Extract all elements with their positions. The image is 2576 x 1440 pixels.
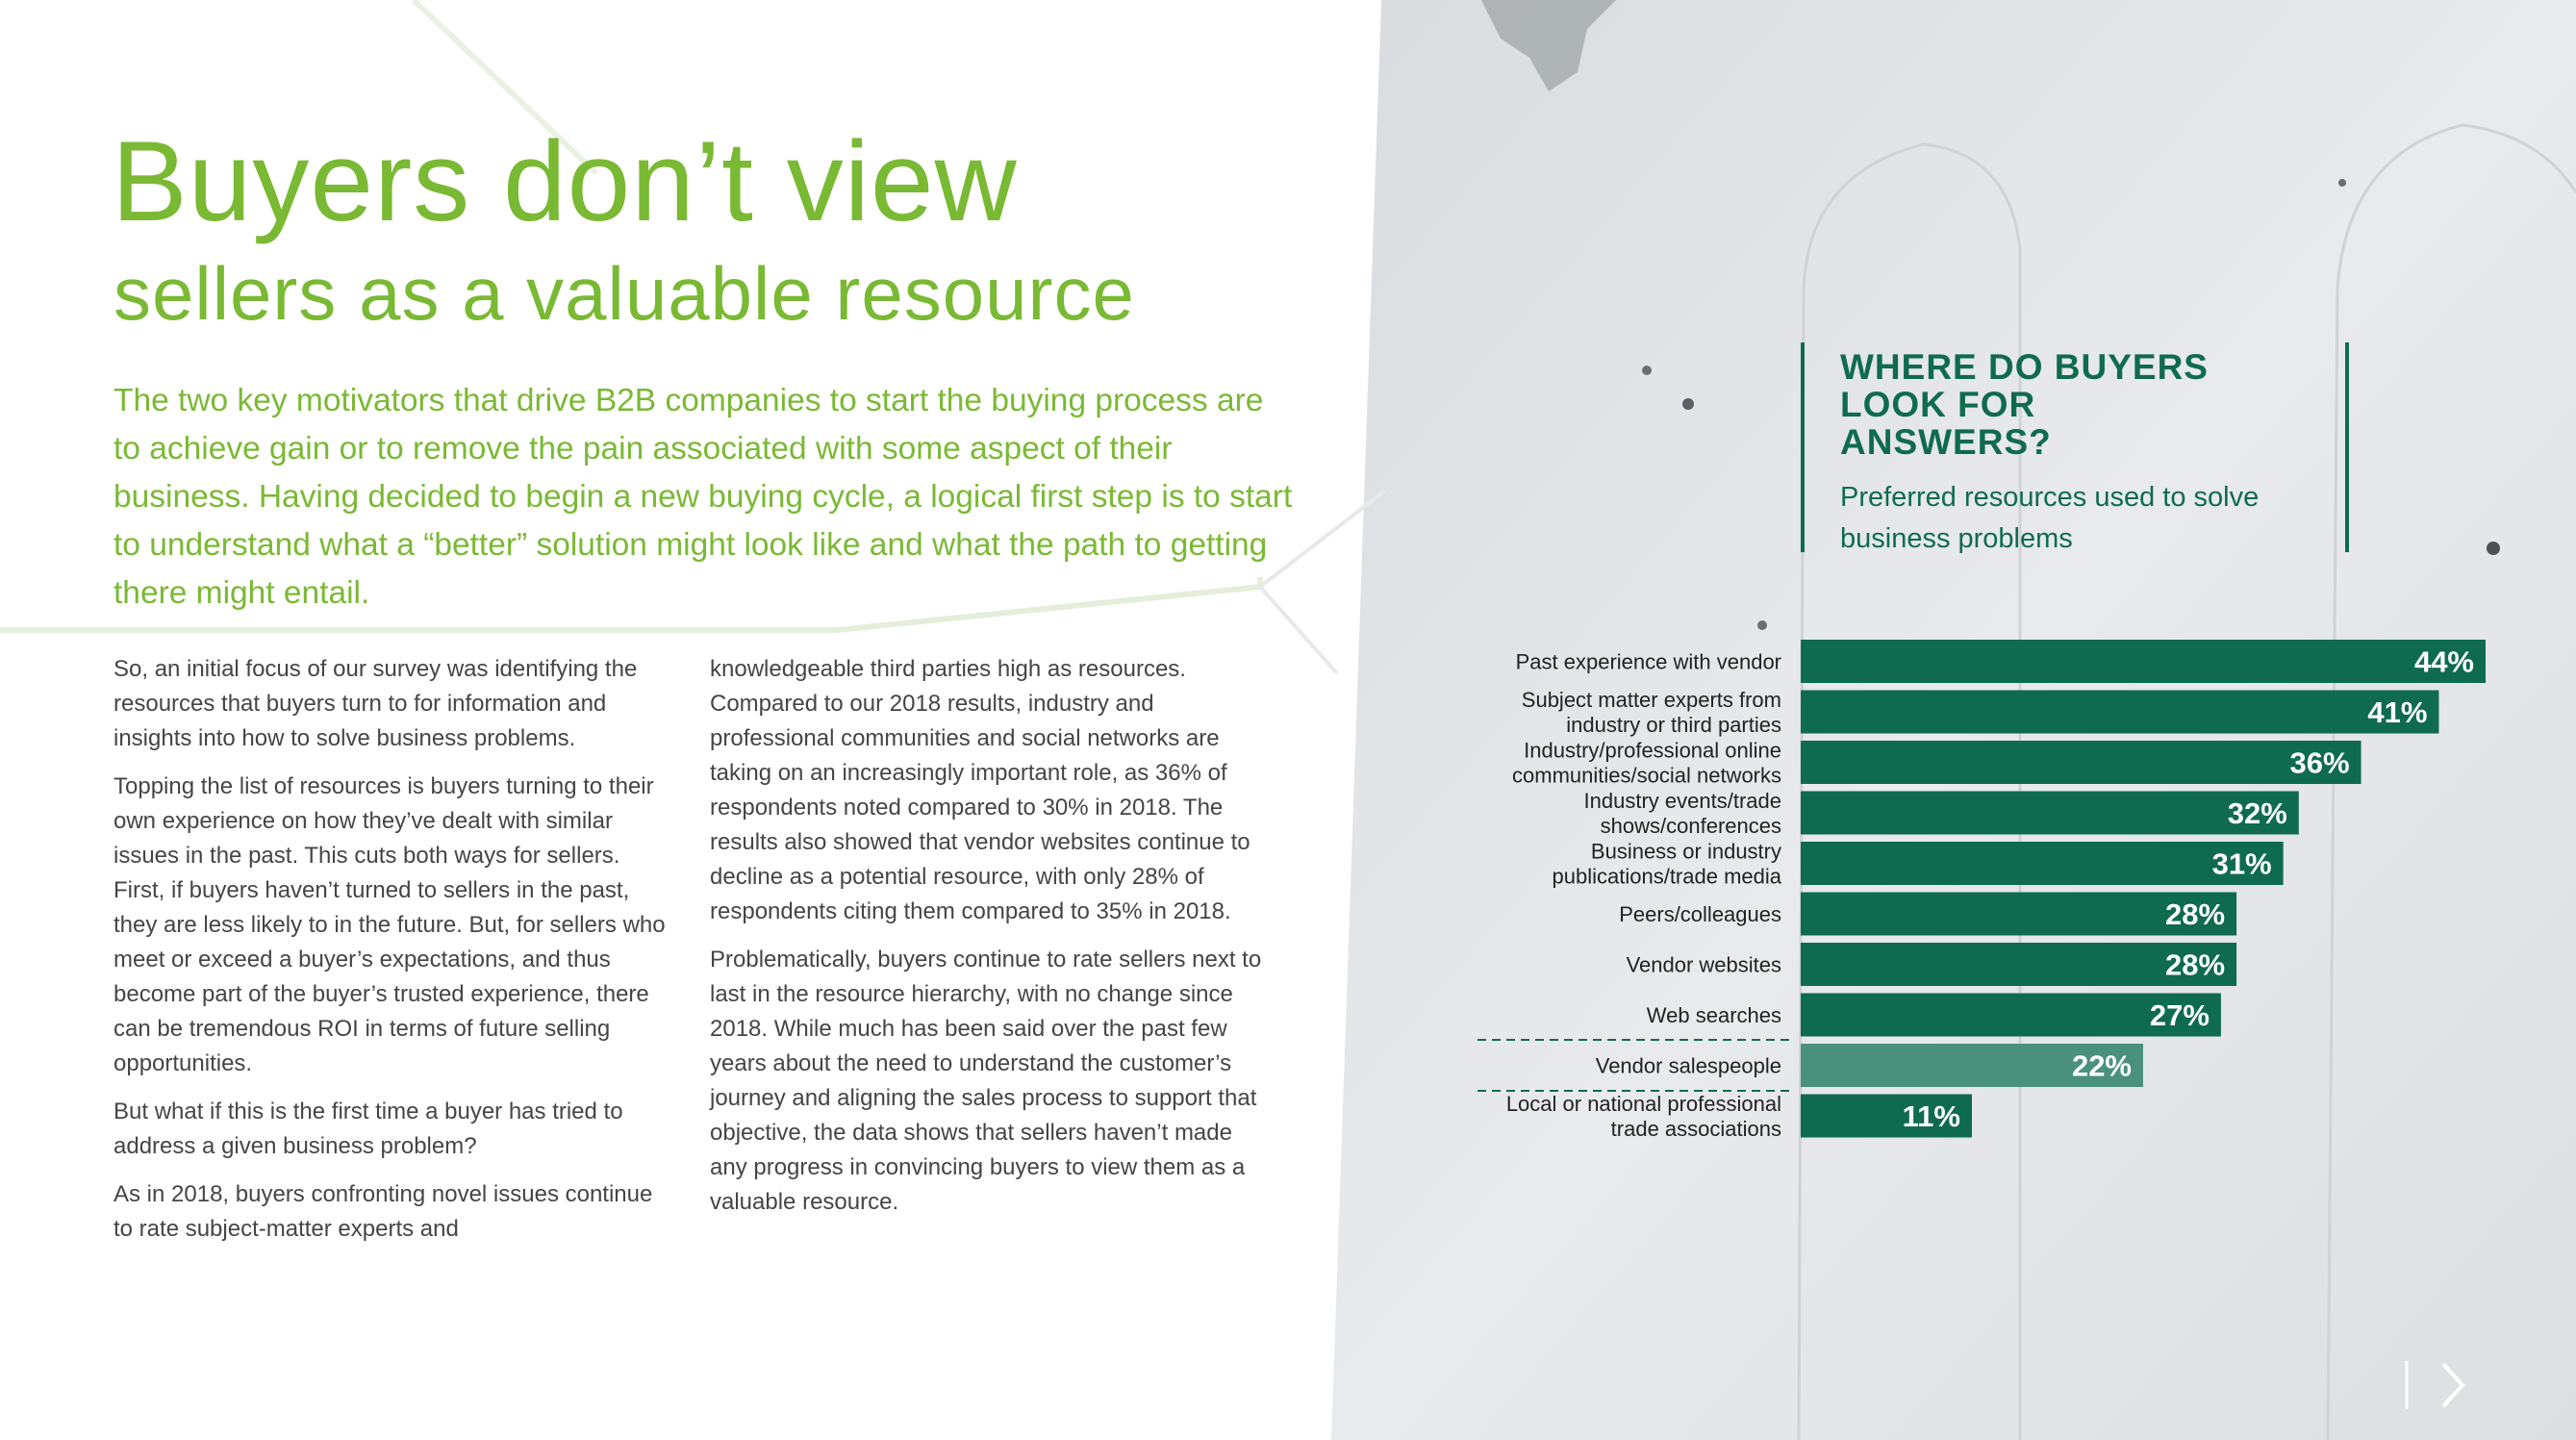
category-label: Business or industry publications/trade media <box>1552 839 1781 889</box>
bar-value-label: 41% <box>2367 695 2428 729</box>
category-label: Peers/colleagues <box>1619 902 1781 926</box>
body-paragraph: Topping the list of resources is buyers turning to their own experience on how they’ve dealt with similar issues in the past. This cuts both ways for sellers. First, if buyers haven’t turned to sellers in the past, they are less likely to in the future. But, for sellers who meet or exceed a buyer’s expectations, and thus become part of the buyer’s trusted experience, there can be tremendous ROI in terms of future selling opportunities. <box>114 773 666 1076</box>
bar-value-label: 44% <box>2413 644 2474 679</box>
bar-value-label: 31% <box>2211 846 2272 881</box>
bar-value-label: 22% <box>2071 1048 2132 1083</box>
bar <box>1801 741 2361 784</box>
bar-value-label: 28% <box>2165 947 2226 982</box>
bar-value-label: 28% <box>2165 897 2226 931</box>
body-paragraph: Problematically, buyers continue to rate sellers next to last in the resource hierarchy, with no change since 2018. While much has been said over the past few years about the need to understand the customer’s journey and aligning the sales process to support that objective, the data shows that sellers haven’t made any progress in convincing buyers to view them as a valuable resource. <box>710 947 1262 1215</box>
body-paragraph: But what if this is the first time a buyer has tried to address a given business problem? <box>114 1099 623 1159</box>
next-page-icon[interactable] <box>2405 1356 2472 1414</box>
bar-value-label: 32% <box>2227 796 2287 830</box>
category-label: Past experience with vendor <box>1515 649 1781 674</box>
bar <box>1801 640 2486 683</box>
body-paragraph: As in 2018, buyers confronting novel issues continue to rate subject-matter experts and <box>114 1181 653 1242</box>
bar <box>1801 792 2299 835</box>
page-title-line-2: sellers as a valuable resource <box>114 251 1135 336</box>
body-paragraph: knowledgeable third parties high as resources. Compared to our 2018 results, industry and professional communities and social networks are taking on an increasingly important role, as 36% of respondents noted compared to 30% in 2018. The results also showed that vendor websites continue to decline as a potential resource, with only 28% of respondents citing them compared to 35% in 2018. <box>710 656 1250 924</box>
bar <box>1801 691 2438 734</box>
bar-value-label: 27% <box>2149 998 2210 1032</box>
category-label: Web searches <box>1646 1003 1781 1027</box>
page-title-line-1: Buyers don’t view <box>112 118 1018 245</box>
bar <box>1801 842 2284 885</box>
category-label: Industry/professional online communities/social networks <box>1512 738 1781 788</box>
category-label: Vendor salespeople <box>1595 1053 1781 1078</box>
body-paragraph: So, an initial focus of our survey was identifying the resources that buyers turn to for information and insights into how to solve business problems. <box>114 656 638 751</box>
chart-title: WHERE DO BUYERS LOOK FOR ANSWERS? <box>1840 347 2209 462</box>
category-label: Vendor websites <box>1626 952 1781 977</box>
category-label: Subject matter experts from industry or third parties <box>1521 688 1781 737</box>
category-label: Local or national professional trade associations <box>1505 1092 1781 1141</box>
intro-paragraph: The two key motivators that drive B2B companies to start the buying process are to achieve gain or to remove the pain associated with some aspect of their business. Having decided to begin a new buying cycle, a logical first step is to start to understand what a “better” solution might look like and what the path to getting there might entail. <box>114 383 1293 611</box>
chart-subtitle: Preferred resources used to solve business problems <box>1840 482 2260 554</box>
category-label: Industry events/trade shows/conferences <box>1583 789 1781 838</box>
bar-value-label: 36% <box>2289 745 2350 780</box>
bar-value-label: 11% <box>1902 1099 1960 1133</box>
